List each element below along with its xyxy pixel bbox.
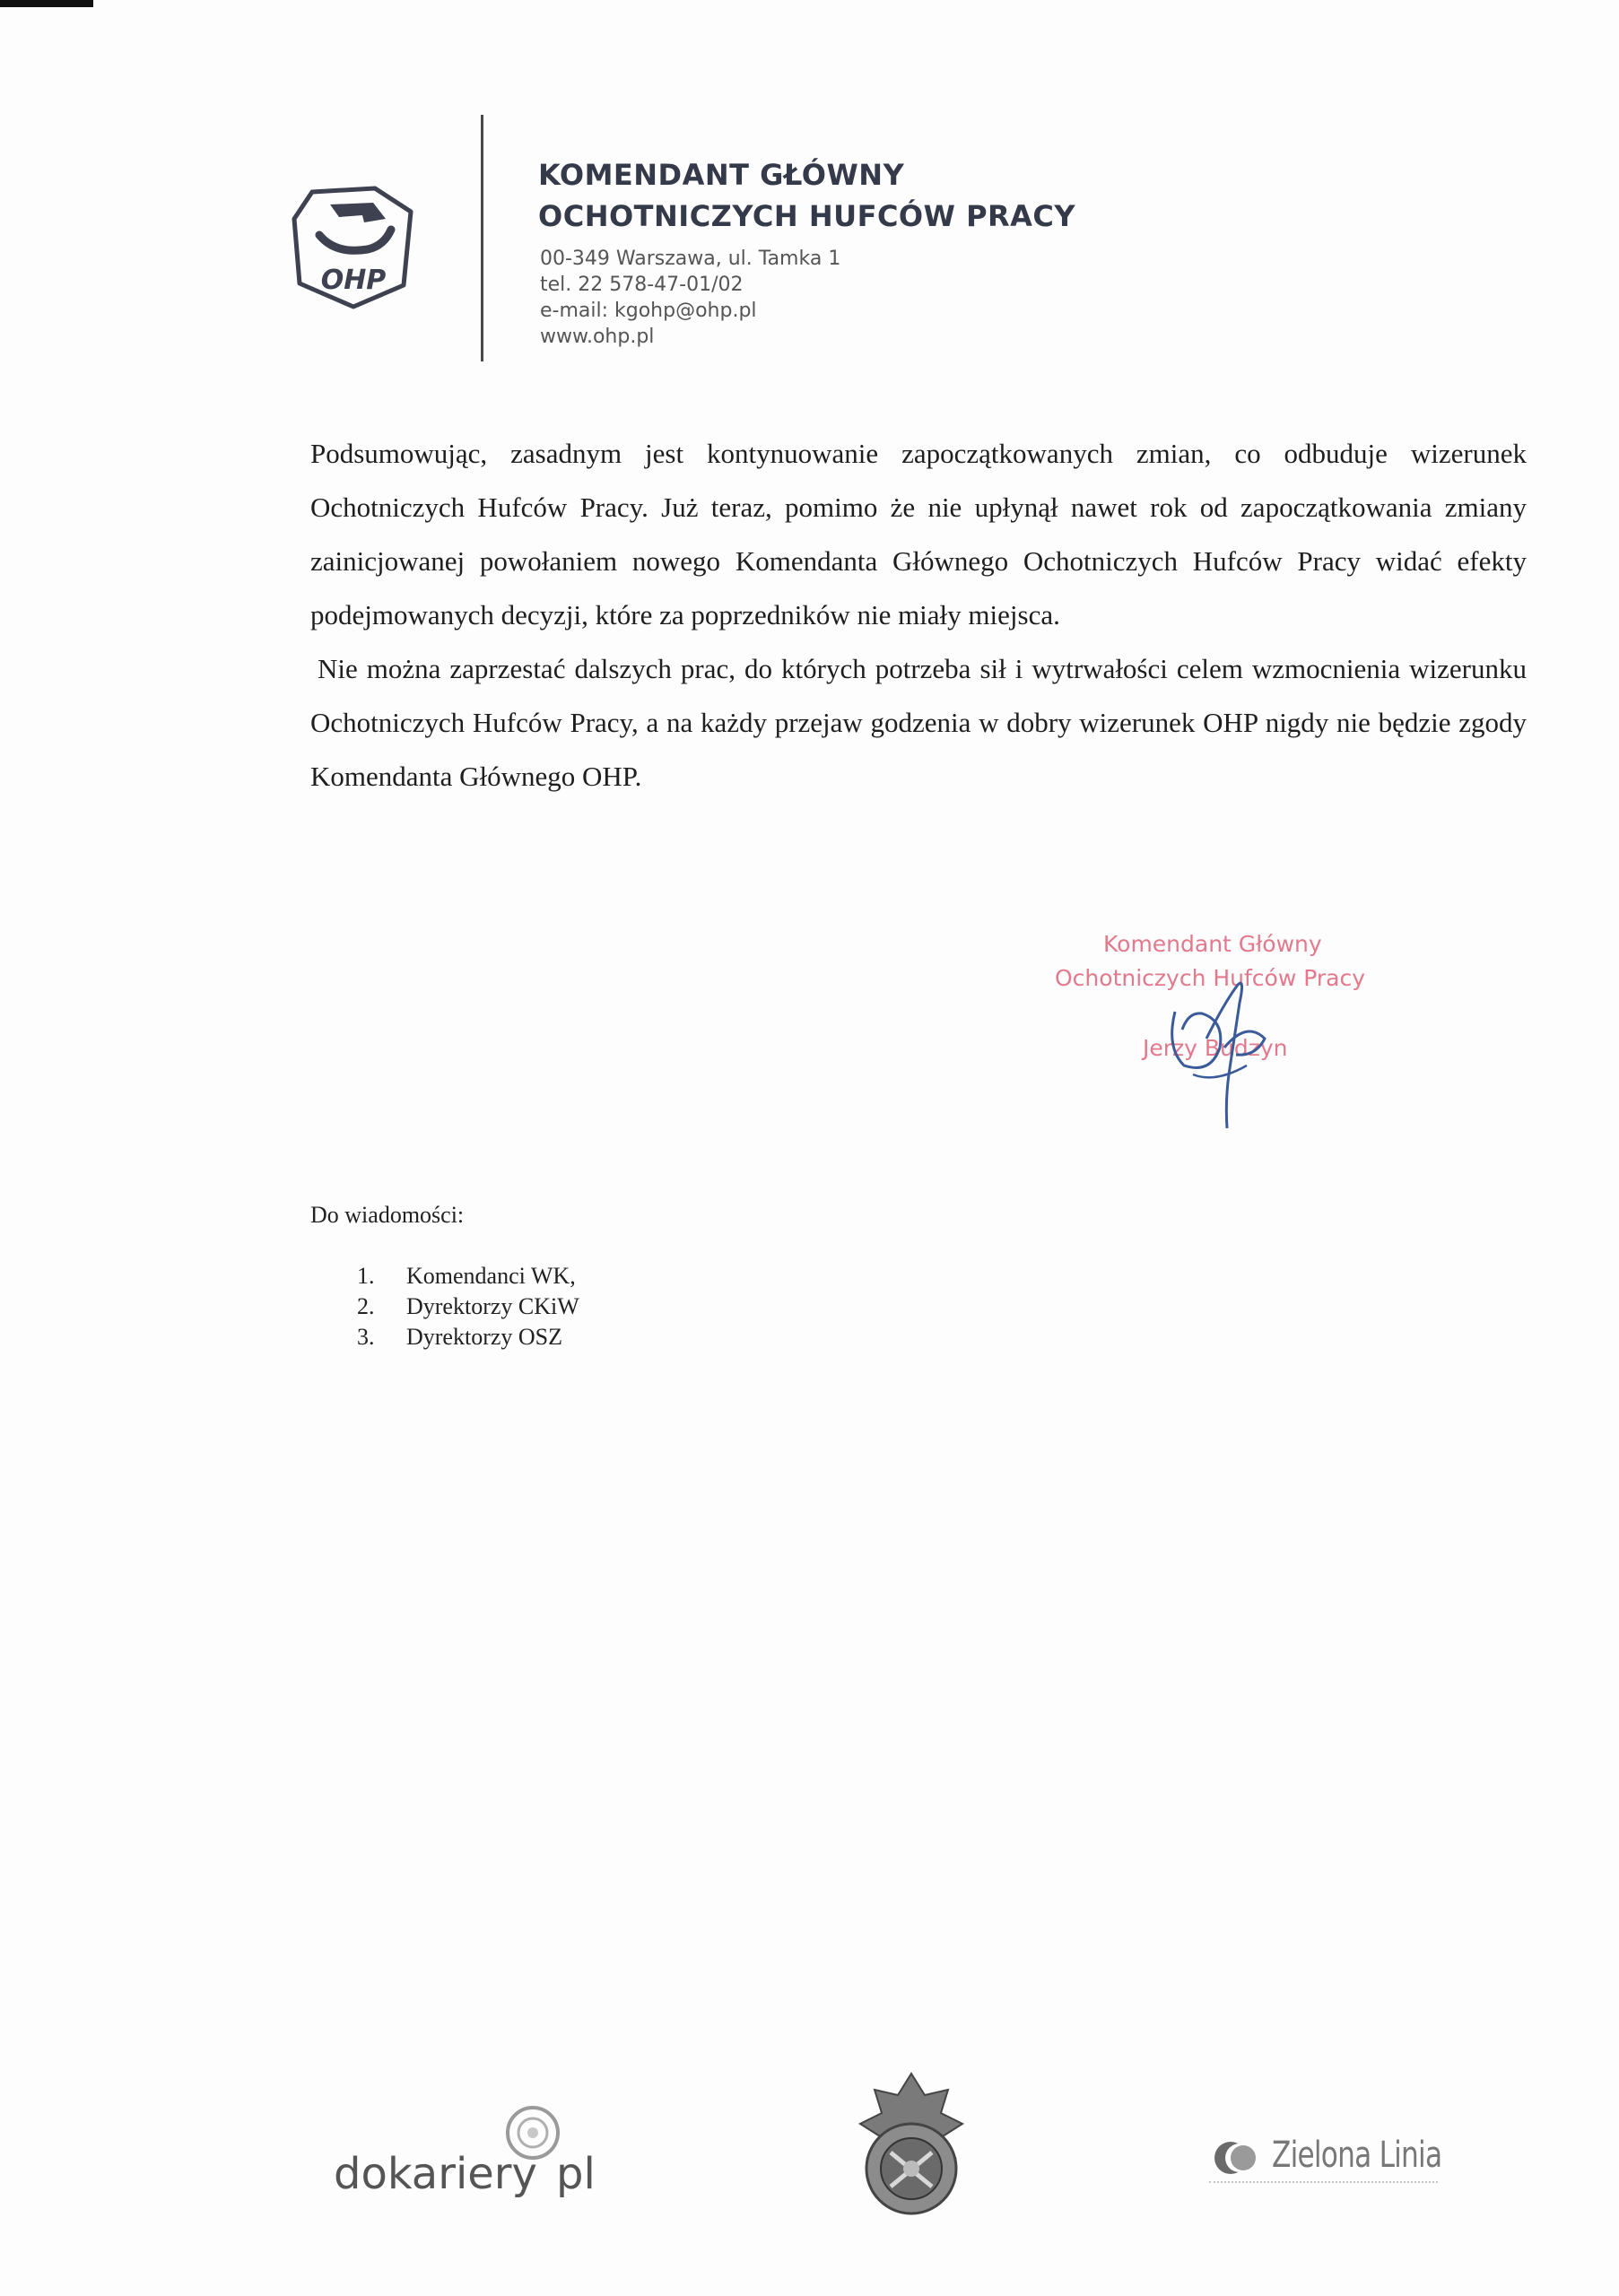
zielona-linia-logo <box>1209 2135 1442 2197</box>
dokariery-text: dokariery <box>334 2149 537 2197</box>
distribution-title: Do wiadomości: <box>310 1202 465 1228</box>
zielona-linia-text: Zielona Linia <box>1272 2135 1442 2176</box>
svg-text:pl: pl <box>556 2149 596 2197</box>
ohp-emblem-icon <box>855 2070 968 2222</box>
email[interactable]: e-mail: kgohp@ohp.pl <box>540 300 757 322</box>
paragraph-continuation: Nie można zaprzestać dalszych prac, do których potrzeba sił i wytrwałości celem wzmocnienia wizerunku Ochotniczych Hufców Pracy, a na każdy przejaw godzenia w dobry wizerunek OHP nigdy nie będzie zgody Komendanta Głównego OHP. <box>310 653 1527 792</box>
paragraph-summary: Podsumowując, zasadnym jest kontynuowanie zapoczątkowanych zmian, co odbuduje wizerunek Ochotniczych Hufców Pracy. Już teraz, pomimo że nie upłynął nawet rok od zapoczątkowania zmiany zainicjowanej powołaniem nowego Komendanta Głównego Ochotniczych Hufców Pracy widać efekty podejmowanych decyzji, które za poprzedników nie miały miejsca. <box>310 438 1527 631</box>
handwritten-signature <box>1139 949 1301 1137</box>
phone: tel. 22 578-47-01/02 <box>540 274 744 296</box>
logo-text: OHP <box>320 265 387 296</box>
scan-corner-mark <box>0 0 93 7</box>
list-item: 1. Komendanci WK, <box>357 1263 576 1289</box>
ohp-logo <box>285 176 422 312</box>
website[interactable]: www.ohp.pl <box>540 326 655 348</box>
stamp-organization: Ochotniczych Hufców Pracy <box>1055 965 1366 991</box>
dokariery-logo <box>334 2099 648 2197</box>
stamp-name: Jerzy Budzyn <box>1143 1035 1288 1061</box>
org-name-line2: OCHOTNICZYCH HUFCÓW PRACY <box>538 199 1076 233</box>
contact-details <box>538 246 1075 350</box>
header-divider <box>481 115 483 361</box>
signature-stamp <box>1049 931 1390 1110</box>
letterhead <box>538 154 1075 350</box>
stamp-title: Komendant Główny <box>1103 931 1322 957</box>
letter-body <box>310 427 1527 804</box>
list-item: 2. Dyrektorzy CKiW <box>357 1293 579 1319</box>
address: 00-349 Warszawa, ul. Tamka 1 <box>540 248 841 270</box>
distribution-list <box>357 1261 579 1352</box>
zielona-linia-tagline <box>1209 2181 1438 2187</box>
zielona-linia-icon <box>1209 2136 1266 2181</box>
org-name-line1: KOMENDANT GŁÓWNY <box>538 158 905 192</box>
list-item: 3. Dyrektorzy OSZ <box>357 1324 563 1350</box>
